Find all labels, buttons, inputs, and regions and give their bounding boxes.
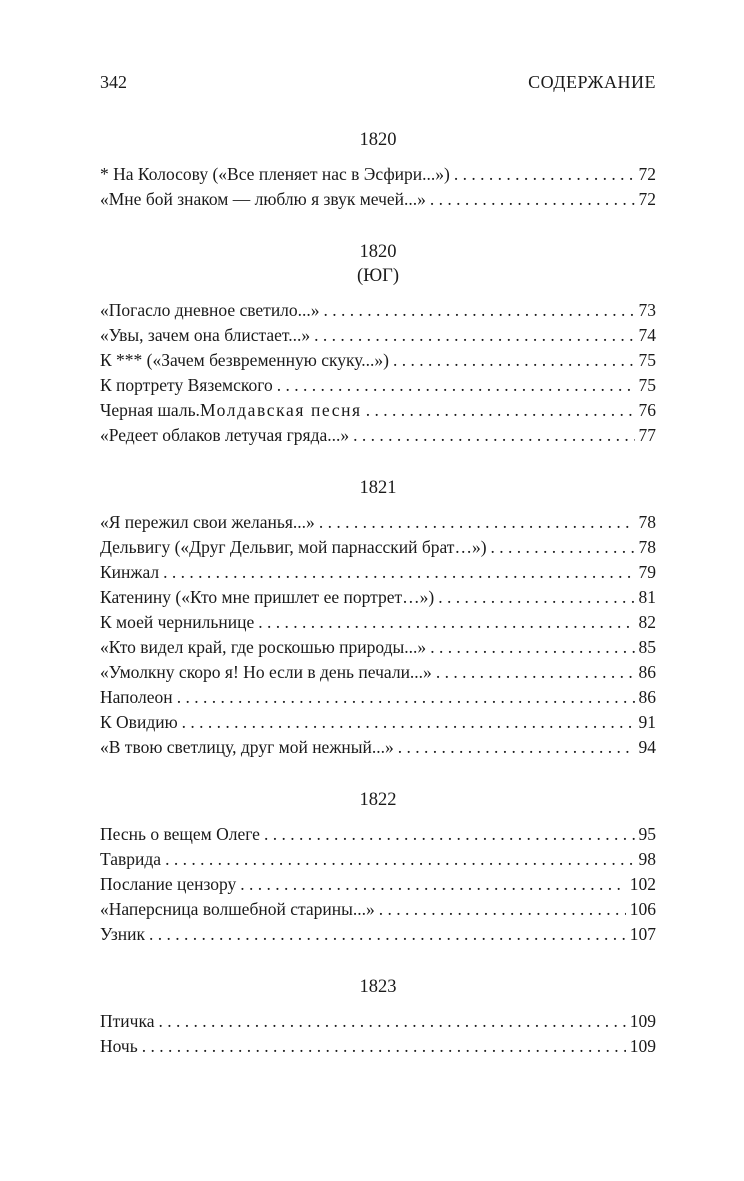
entry-title: Таврида — [100, 849, 162, 869]
dot-leader — [277, 373, 635, 398]
entry-title: «Погасло дневное светило...» — [100, 300, 320, 320]
toc-entry[interactable] — [100, 635, 656, 660]
entry-page-number: 85 — [638, 637, 656, 657]
running-title: СОДЕРЖАНИЕ — [528, 72, 656, 92]
entry-title: «Я пережил свои желанья...» — [100, 512, 315, 532]
dot-leader — [454, 162, 635, 187]
page-header — [100, 72, 656, 93]
toc-entry[interactable] — [100, 373, 656, 398]
entry-page-number: 91 — [638, 712, 656, 732]
entry-title: «Мне бой знаком — люблю я звук мечей...» — [100, 189, 426, 209]
entry-page-number: 78 — [638, 537, 656, 557]
dot-leader — [438, 585, 634, 610]
table-of-contents — [100, 128, 656, 1087]
entry-page-number: 72 — [638, 164, 656, 184]
entry-title: К моей чернильнице — [100, 612, 255, 632]
entry-list — [100, 1009, 656, 1059]
entry-page-number: 94 — [638, 737, 656, 757]
dot-leader — [430, 187, 635, 212]
dot-leader — [379, 897, 626, 922]
entry-title: «Кто видел край, где роскошью природы...» — [100, 637, 427, 657]
entry-page-number: 102 — [629, 874, 656, 894]
toc-section — [100, 788, 656, 947]
entry-list — [100, 298, 656, 448]
entry-title: Дельвигу («Друг Дельвиг, мой парнасский брат…») — [100, 537, 487, 557]
entry-subtitle: Молдавская песня — [199, 400, 362, 420]
dot-leader — [163, 560, 634, 585]
dot-leader — [165, 847, 634, 872]
toc-section — [100, 476, 656, 760]
entry-page-number: 78 — [638, 512, 656, 532]
toc-entry[interactable] — [100, 423, 656, 448]
dot-leader — [436, 660, 635, 685]
toc-section — [100, 128, 656, 212]
dot-leader — [319, 510, 635, 535]
entry-page-number: 79 — [638, 562, 656, 582]
entry-page-number: 107 — [629, 924, 656, 944]
toc-entry[interactable] — [100, 585, 656, 610]
toc-entry[interactable] — [100, 298, 656, 323]
toc-entry[interactable] — [100, 660, 656, 685]
entry-title: Наполеон — [100, 687, 173, 707]
dot-leader — [314, 323, 634, 348]
dot-leader — [398, 735, 635, 760]
entry-page-number: 81 — [638, 587, 656, 607]
toc-entry[interactable] — [100, 187, 656, 212]
toc-entry[interactable] — [100, 710, 656, 735]
dot-leader — [353, 423, 634, 448]
toc-entry[interactable] — [100, 822, 656, 847]
toc-section — [100, 240, 656, 448]
entry-title: К *** («Зачем безвременную скуку...») — [100, 350, 389, 370]
dot-leader — [430, 635, 634, 660]
dot-leader — [240, 872, 625, 897]
entry-list — [100, 822, 656, 947]
toc-entry[interactable] — [100, 735, 656, 760]
entry-page-number: 75 — [638, 350, 656, 370]
dot-leader — [324, 298, 635, 323]
entry-title: «Увы, зачем она блистает...» — [100, 325, 311, 345]
entry-title: Песнь о вещем Олеге — [100, 824, 260, 844]
dot-leader — [393, 348, 635, 373]
entry-title: Черная шаль. — [100, 400, 200, 420]
toc-entry[interactable] — [100, 872, 656, 897]
section-year: 1822 — [359, 790, 397, 810]
entry-title: «Умолкну скоро я! Но если в день печали...» — [100, 662, 432, 682]
section-year: 1821 — [359, 478, 397, 498]
entry-page-number: 95 — [638, 824, 656, 844]
toc-entry[interactable] — [100, 560, 656, 585]
entry-title: Кинжал — [100, 562, 160, 582]
entry-page-number: 72 — [638, 189, 656, 209]
toc-entry[interactable] — [100, 1009, 656, 1034]
dot-leader — [264, 822, 635, 847]
dot-leader — [158, 1009, 625, 1034]
dot-leader — [177, 685, 635, 710]
entry-page-number: 106 — [629, 899, 656, 919]
toc-entry[interactable] — [100, 897, 656, 922]
entry-page-number: 75 — [638, 375, 656, 395]
entry-page-number: 109 — [629, 1036, 656, 1056]
dot-leader — [149, 922, 626, 947]
entry-page-number: 98 — [638, 849, 656, 869]
entry-page-number: 76 — [638, 400, 656, 420]
entry-page-number: 109 — [629, 1011, 656, 1031]
toc-entry[interactable] — [100, 348, 656, 373]
section-year: 1820 — [359, 130, 397, 150]
page-number: 342 — [100, 72, 127, 92]
toc-entry[interactable] — [100, 162, 656, 187]
entry-title: Ночь — [100, 1036, 138, 1056]
toc-entry[interactable] — [100, 535, 656, 560]
entry-page-number: 73 — [638, 300, 656, 320]
dot-leader — [491, 535, 635, 560]
section-year: 1823 — [359, 977, 397, 997]
entry-title: Послание цензору — [100, 874, 237, 894]
toc-entry[interactable] — [100, 398, 656, 423]
entry-title: «Редеет облаков летучая гряда...» — [100, 425, 350, 445]
entry-title: К Овидию — [100, 712, 178, 732]
entry-title: «Наперсница волшебной старины...» — [100, 899, 375, 919]
section-year: 1820 — [359, 242, 397, 262]
toc-entry[interactable] — [100, 323, 656, 348]
entry-page-number: 86 — [638, 687, 656, 707]
toc-section — [100, 975, 656, 1059]
dot-leader — [366, 398, 635, 423]
entry-page-number: 82 — [638, 612, 656, 632]
toc-entry[interactable] — [100, 685, 656, 710]
entry-page-number: 77 — [638, 425, 656, 445]
entry-title: * На Колосову («Все пленяет нас в Эсфири...») — [100, 164, 450, 184]
entry-title: К портрету Вяземского — [100, 375, 273, 395]
toc-entry[interactable] — [100, 610, 656, 635]
entry-title: Узник — [100, 924, 145, 944]
entry-page-number: 86 — [638, 662, 656, 682]
toc-entry[interactable] — [100, 922, 656, 947]
toc-entry[interactable] — [100, 847, 656, 872]
entry-title: «В твою светлицу, друг мой нежный...» — [100, 737, 394, 757]
entry-title: Катенину («Кто мне пришлет ее портрет…») — [100, 587, 435, 607]
entry-title: Птичка — [100, 1011, 155, 1031]
dot-leader — [182, 710, 635, 735]
entry-page-number: 74 — [638, 325, 656, 345]
section-subtitle: (ЮГ) — [356, 266, 400, 286]
dot-leader — [142, 1034, 626, 1059]
entry-list — [100, 510, 656, 760]
entry-list — [100, 162, 656, 212]
toc-entry[interactable] — [100, 510, 656, 535]
dot-leader — [258, 610, 634, 635]
toc-entry[interactable] — [100, 1034, 656, 1059]
